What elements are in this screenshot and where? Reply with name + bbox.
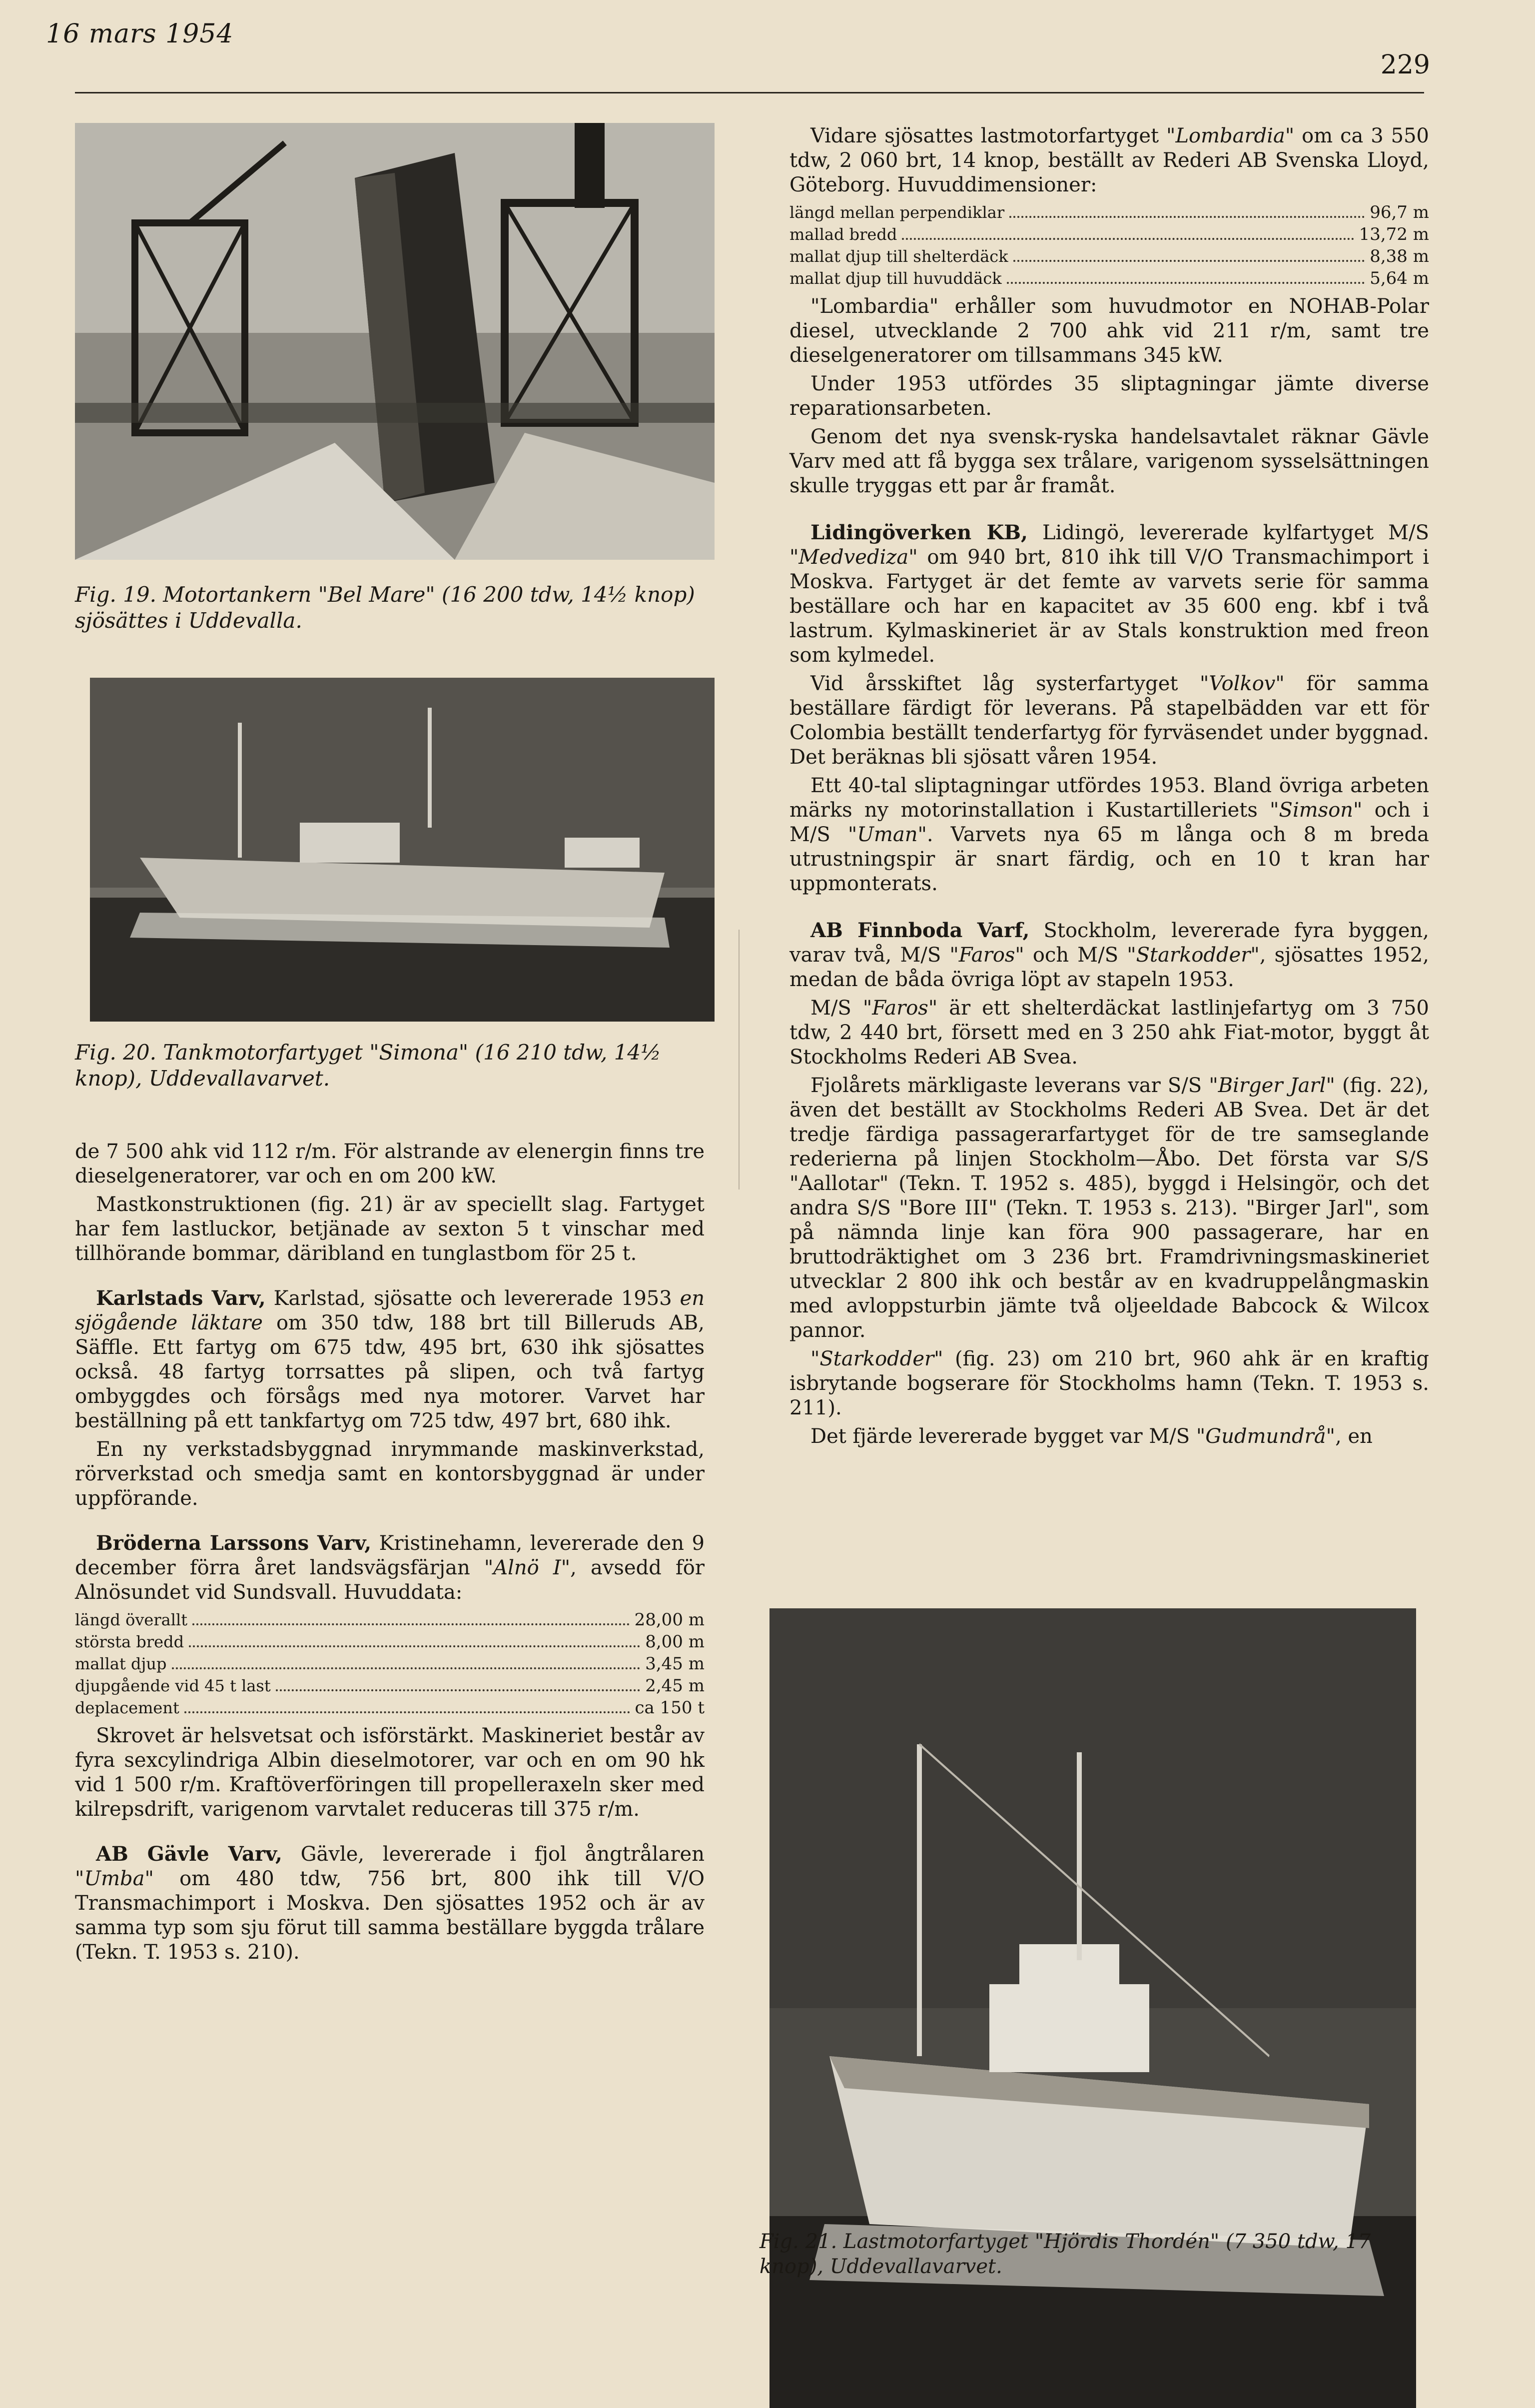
issue-date: 16 mars 1954 [46,19,234,49]
paragraph: Skrovet är helsvetsat och isförstärkt. Maskineriet består av fyra sexcylindriga Albin dieselmotorer, var och en om 90 hk vid 1 500 r/m. Kraftöverföringen till propelleraxeln sker med kilrepsdrift, varigenom varvtalet reduceras till 375 r/m. [75,1724,705,1821]
paragraph: Karlstads Varv, Karlstad, sjösatte och levererade 1953 en sjögående läktare om 350 tdw, 188 brt till Billeruds AB, Säffle. Ett fartyg om 675 tdw, 495 brt, 630 ihk sjösattes också. 48 fartyg torrsattes på slipen, och två fartyg ombyggdes och försågs med nya motorer. Varvet har beställning på ett tankfartyg om 725 tdw, 497 brt, 680 ihk. [75,1286,705,1432]
fig20-caption: Fig. 20. Tankmotorfartyget "Simona" (16 210 tdw, 14½ knop), Uddevallavarvet. [75,1040,661,1091]
spec-row: mallad bredd 13,72 m [789,224,1429,244]
paragraph: Ett 40-tal sliptagningar utfördes 1953. Bland övriga arbeten märks ny motorinstallation i Kustartilleriets "Simson" och i M/S "Uman". Varvets nya 65 m långa och 8 m breda utrustningspir är snart färdig, och en 10 t kran har uppmonterats. [789,774,1429,895]
right-column-text [789,124,1429,1453]
spec-row: största bredd 8,00 m [75,1632,705,1652]
spec-row: mallat djup 3,45 m [75,1654,705,1674]
spec-row: deplacement ca 150 t [75,1698,705,1718]
fig19-photo [75,123,715,560]
shipyard-name: Karlstads Varv, [96,1286,266,1310]
paragraph: de 7 500 ahk vid 112 r/m. För alstrande av elenergin finns tre dieselgeneratorer, var och en om 200 kW. [75,1140,705,1188]
header-rule [75,92,1424,93]
fig20-photo [90,678,715,1022]
spec-row: längd överallt 28,00 m [75,1610,705,1630]
spec-table [75,1609,705,1719]
shipyard-name: Lidingöverken KB, [810,521,1028,544]
paragraph: AB Finnboda Varf, Stockholm, levererade fyra byggen, varav två, M/S "Faros" och M/S "Starkodder", sjösattes 1952, medan de båda övriga löpt av stapeln 1953. [789,919,1429,991]
spec-table [789,201,1429,289]
shipyard-name: AB Gävle Varv, [96,1842,282,1866]
fig21-caption: Fig. 21. Lastmotorfartyget "Hjördis Thordén" (7 350 tdw, 17 knop), Uddevallavarvet. [760,2230,1371,2278]
shipyard-name: Bröderna Larssons Varv, [96,1531,372,1555]
spec-row: längd mellan perpendiklar 96,7 m [789,202,1429,222]
spec-row: djupgående vid 45 t last 2,45 m [75,1676,705,1696]
spec-row: mallat djup till huvuddäck 5,64 m [789,268,1429,288]
paragraph: "Starkodder" (fig. 23) om 210 brt, 960 ahk är en kraftig isbrytande bogserare för Stockholms hamn (Tekn. T. 1953 s. 211). [789,1347,1429,1419]
paragraph: Vidare sjösattes lastmotorfartyget "Lombardia" om ca 3 550 tdw, 2 060 brt, 14 knop, beställt av Rederi AB Svenska Lloyd, Göteborg. Huvuddimensioner: [789,124,1429,196]
paragraph: Mastkonstruktionen (fig. 21) är av speciellt slag. Fartyget har fem lastluckor, betjänade av sexton 5 t vinschar med tillhörande bommar, däribland en tunglastbom för 25 t. [75,1193,705,1265]
column-divider [739,930,740,1190]
page-number: 229 [1380,50,1430,80]
left-column-text [75,1140,705,1969]
shipyard-name: AB Finnboda Varf, [810,919,1030,942]
spec-row: mallat djup till shelterdäck 8,38 m [789,246,1429,266]
paragraph: Vid årsskiftet låg systerfartyget "Volkov" för samma beställare färdigt för leverans. På stapelbädden var ett för Colombia beställt tenderfartyg för fyrväsendet under byggnad. Det beräknas bli sjösatt våren 1954. [789,672,1429,769]
paragraph: Det fjärde levererade bygget var M/S "Gudmundrå", en [810,1425,1373,1448]
fig21-photo [769,1608,1416,2408]
paragraph: Lidingöverken KB, Lidingö, levererade kylfartyget M/S "Medvediza" om 940 brt, 810 ihk till V/O Transmachimport i Moskva. Fartyget är det femte av varvets serie för samma beställare och har en kapacitet av 35 600 eng. kbf i två lastrum. Kylmaskineriet är av Stals konstruktion med freon som kylmedel. [789,521,1430,667]
paragraph: M/S "Faros" är ett shelterdäckat lastlinjefartyg om 3 750 tdw, 2 440 brt, försett med en 3 250 ahk Fiat-motor, byggt åt Stockholms Rederi AB Svea. [789,997,1429,1069]
fig19-caption: Fig. 19. Motortankern "Bel Mare" (16 200 tdw, 14½ knop) sjösättes i Uddevalla. [75,582,695,633]
paragraph: "Lombardia" erhåller som huvudmotor en NOHAB-Polar diesel, utvecklande 2 700 ahk vid 211 r/m, samt tre dieselgeneratorer om tillsammans 345 kW. [789,295,1429,367]
paragraph: Fjolårets märkligaste leverans var S/S "Birger Jarl" (fig. 22), även det beställt av Stockholms Rederi AB Svea. Det är det tredje färdiga passagerarfartyget för de tre samseglande rederierna på linjen Stockholm—Åbo. Det första var S/S "Aallotar" (Tekn. T. 1952 s. 485), byggd i Helsingör, och det andra S/S "Bore III" (Tekn. T. 1953 s. 213). "Birger Jarl", som på nämnda linje kan föra 900 passagerare, har en bruttodräktighet om 3 236 brt. Framdrivningsmaskineriet utvecklar 2 800 ihk och består av en kvadruppelångmaskin med avloppsturbin jämte två oljeeldade Babcock & Wilcox pannor. [789,1074,1429,1342]
paragraph: Genom det nya svensk-ryska handelsavtalet räknar Gävle Varv med att få bygga sex trålare, varigenom sysselsättningen skulle tryggas ett par år framåt. [789,425,1429,497]
paragraph: AB Gävle Varv, Gävle, levererade i fjol ångtrålaren "Umba" om 480 tdw, 756 brt, 800 ihk till V/O Transmachimport i Moskva. Den sjösattes 1952 och är av samma typ som sju förut till samma beställare byggda trålare (Tekn. T. 1953 s. 210). [75,1842,705,1964]
paragraph: Bröderna Larssons Varv, Kristinehamn, levererade den 9 december förra året landsvägsfärjan "Alnö I", avsedd för Alnösundet vid Sundsvall. Huvuddata: [75,1531,705,1604]
paragraph: En ny verkstadsbyggnad inrymmande maskinverkstad, rörverkstad och smedja samt en kontorsbyggnad är under uppförande. [75,1438,705,1510]
paragraph: Under 1953 utfördes 35 sliptagningar jämte diverse reparationsarbeten. [789,372,1429,420]
